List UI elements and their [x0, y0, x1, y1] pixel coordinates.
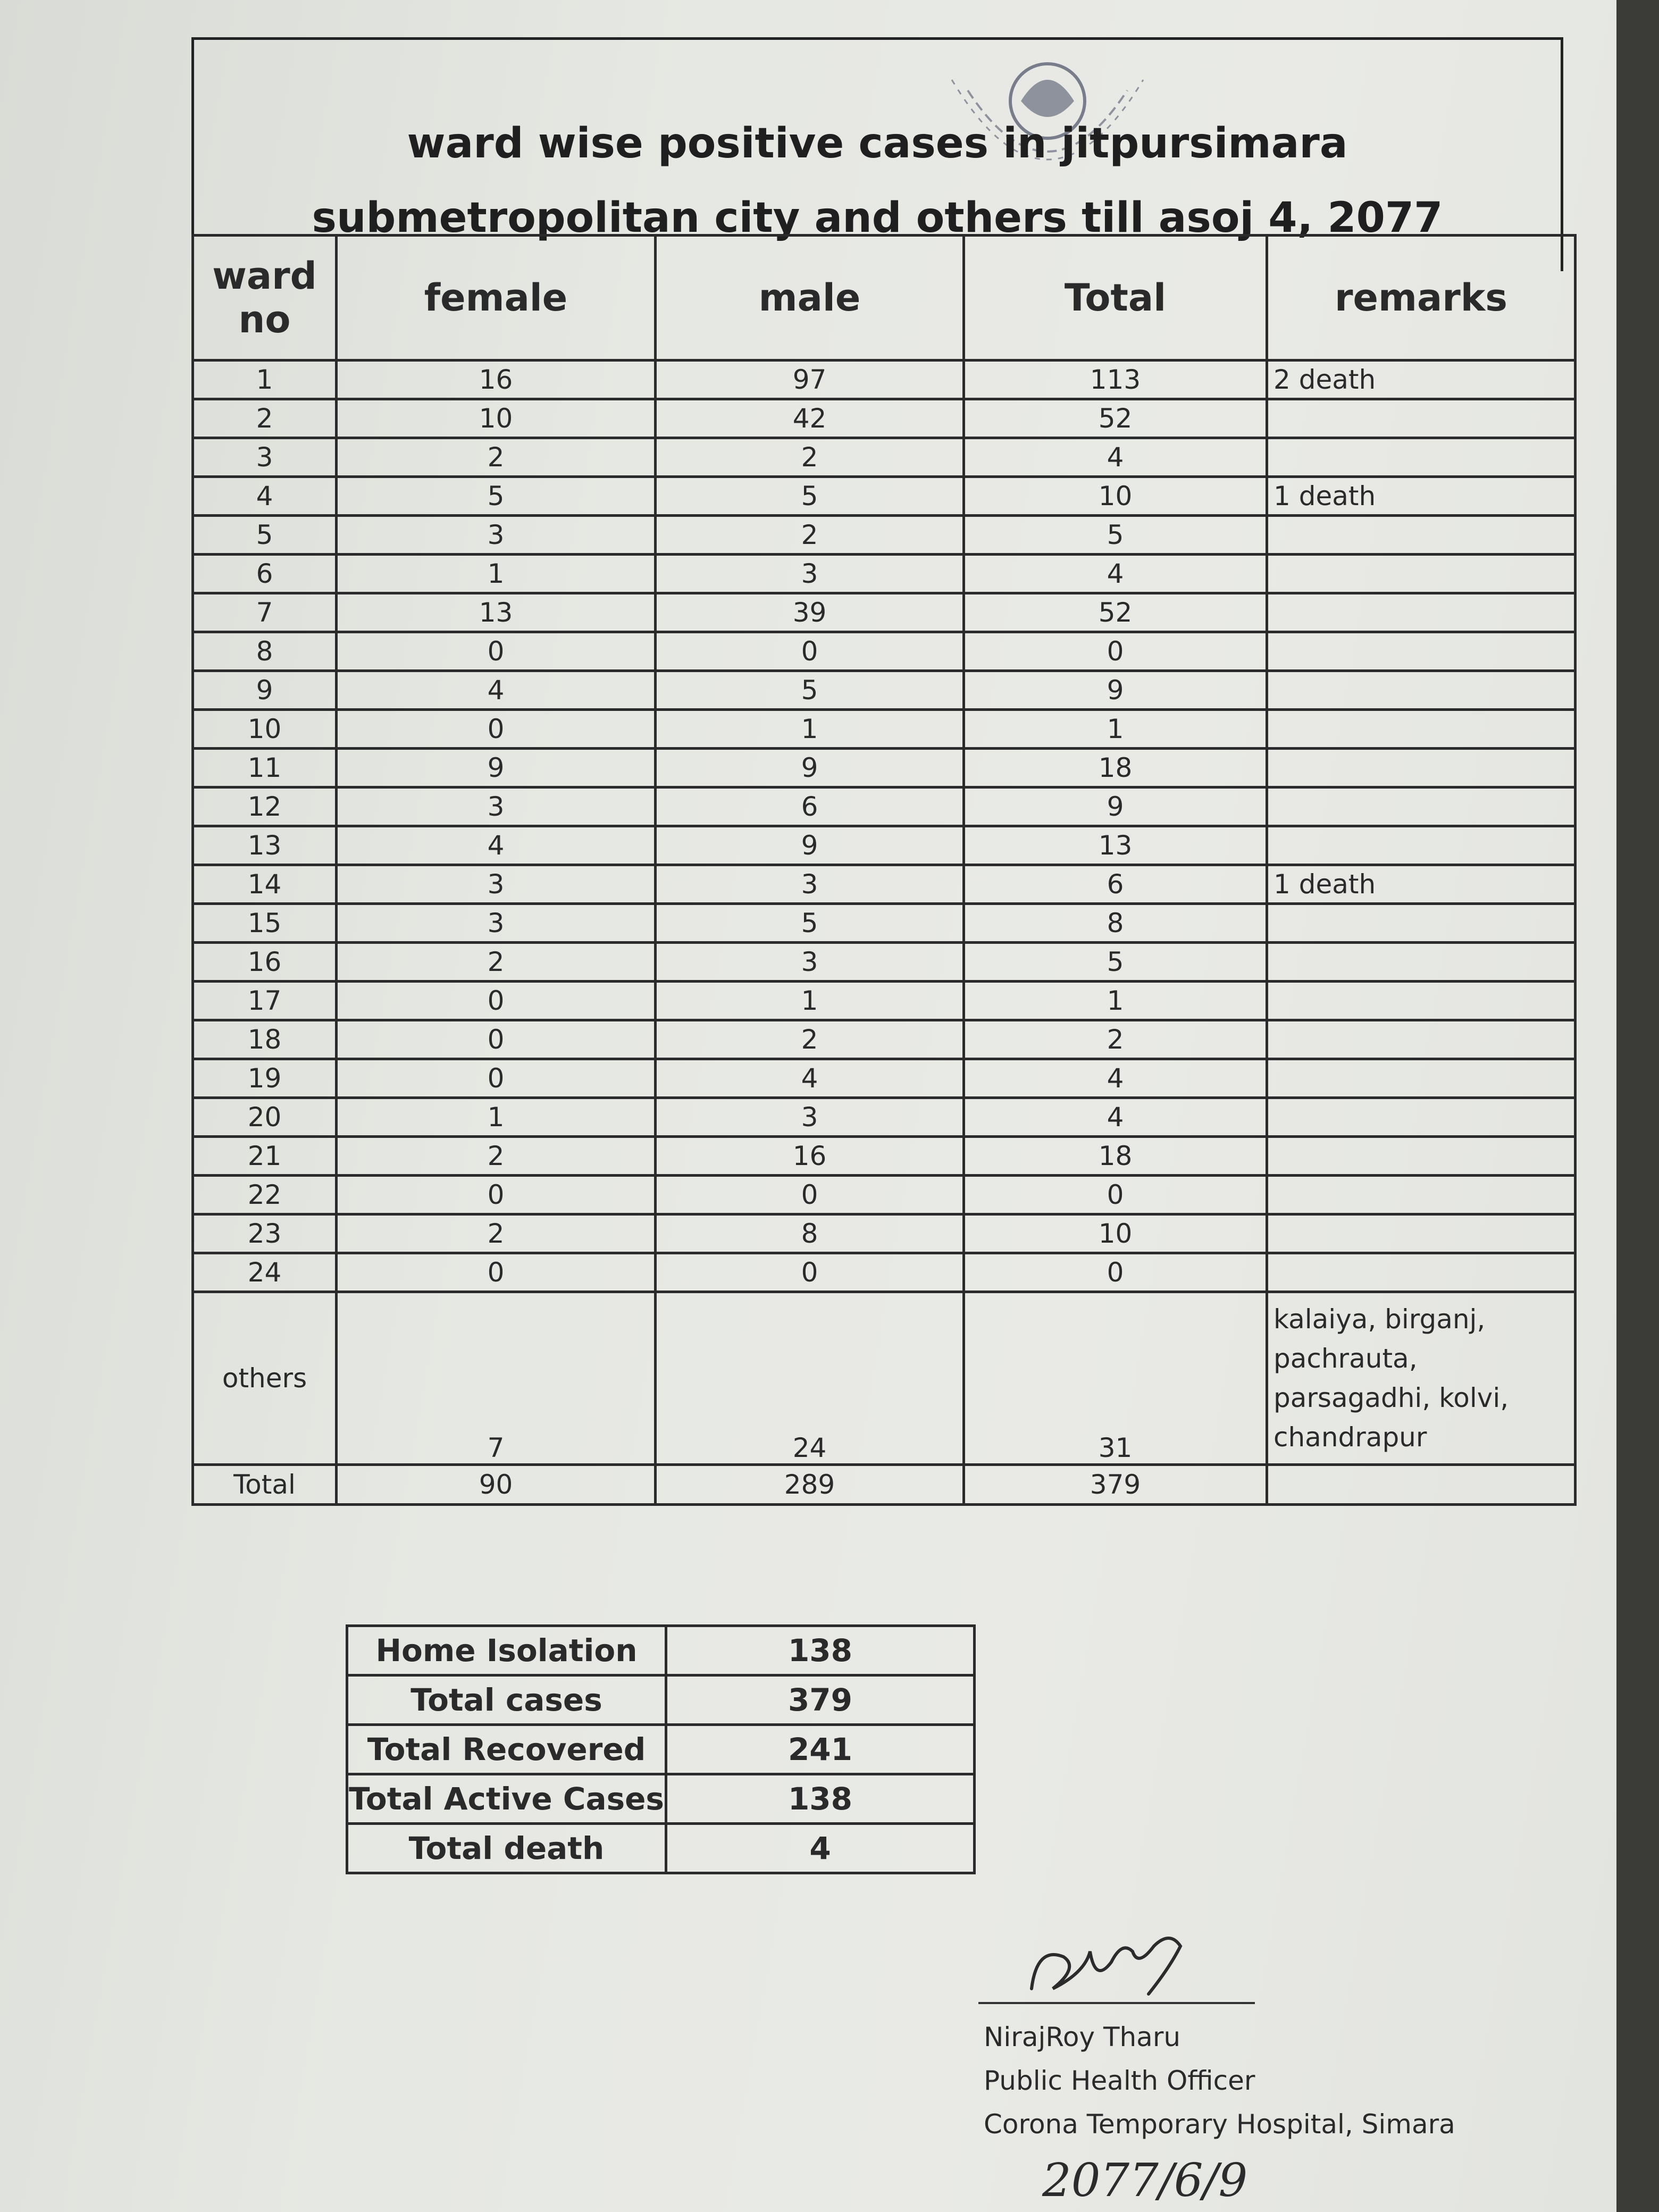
header-male: male [656, 236, 964, 361]
cell-remarks [1267, 710, 1576, 749]
cell-ward: 10 [193, 710, 337, 749]
cell-total: 10 [964, 477, 1267, 516]
signer-organization: Corona Temporary Hospital, Simara [984, 2109, 1455, 2140]
summary-value: 4 [666, 1824, 975, 1873]
cell-female: 4 [337, 826, 656, 865]
cell-total: 2 [964, 1020, 1267, 1059]
summary-row [347, 1774, 975, 1824]
cell-female: 4 [337, 671, 656, 710]
cell-male: 0 [656, 1253, 964, 1292]
cell-female: 1 [337, 1098, 656, 1137]
cell-female: 3 [337, 787, 656, 826]
cell-remarks [1267, 1059, 1576, 1098]
cell-remarks [1267, 1176, 1576, 1214]
cell-total: 4 [964, 438, 1267, 477]
header-total: Total [964, 236, 1267, 361]
cell-female: 3 [337, 865, 656, 904]
cell-total-label: Total [193, 1465, 337, 1505]
cell-male: 1 [656, 710, 964, 749]
cell-ward: 18 [193, 1020, 337, 1059]
cell-female: 5 [337, 477, 656, 516]
cell-total: 18 [964, 1137, 1267, 1176]
table-row [193, 361, 1576, 399]
cell-female: 0 [337, 982, 656, 1020]
cell-male: 5 [656, 671, 964, 710]
table-row [193, 943, 1576, 982]
signer-name: NirajRoy Tharu [984, 2022, 1181, 2052]
cell-ward: 9 [193, 671, 337, 710]
cell-ward: others [193, 1292, 337, 1465]
cell-remarks [1267, 671, 1576, 710]
cell-ward: 19 [193, 1059, 337, 1098]
cell-total: 9 [964, 671, 1267, 710]
cell-total: 5 [964, 516, 1267, 555]
cell-male: 4 [656, 1059, 964, 1098]
cell-female: 2 [337, 438, 656, 477]
table-row [193, 904, 1576, 943]
cell-remarks [1267, 1098, 1576, 1137]
cell-male: 3 [656, 1098, 964, 1137]
signer-block [984, 2015, 1455, 2146]
cell-female: 0 [337, 710, 656, 749]
signature-line [978, 2002, 1255, 2004]
table-row [193, 555, 1576, 593]
cell-male: 1 [656, 982, 964, 1020]
cell-female: 2 [337, 1214, 656, 1253]
cell-total: 1 [964, 982, 1267, 1020]
cell-male: 8 [656, 1214, 964, 1253]
cell-remarks [1267, 904, 1576, 943]
table-row [193, 787, 1576, 826]
cell-female: 3 [337, 904, 656, 943]
signer-position: Public Health Officer [984, 2065, 1255, 2096]
cell-male: 9 [656, 826, 964, 865]
cell-total: 0 [964, 1176, 1267, 1214]
cell-ward: 3 [193, 438, 337, 477]
cell-female: 0 [337, 1020, 656, 1059]
cell-total: 52 [964, 399, 1267, 438]
cell-female: 10 [337, 399, 656, 438]
cell-total: 10 [964, 1214, 1267, 1253]
cell-remarks: kalaiya, birganj, pachrauta, parsagadhi, kolvi, chandrapur [1267, 1292, 1576, 1465]
cell-remarks [1267, 1020, 1576, 1059]
cell-ward: 20 [193, 1098, 337, 1137]
summary-value: 241 [666, 1725, 975, 1774]
cell-grand-total: 379 [964, 1465, 1267, 1505]
table-row [193, 516, 1576, 555]
cell-ward: 4 [193, 477, 337, 516]
cell-ward: 1 [193, 361, 337, 399]
cell-ward: 15 [193, 904, 337, 943]
cell-total: 4 [964, 555, 1267, 593]
table-row [193, 1253, 1576, 1292]
cell-male-total: 289 [656, 1465, 964, 1505]
table-header-row [193, 236, 1576, 361]
summary-row [347, 1725, 975, 1774]
cell-total: 6 [964, 865, 1267, 904]
table-row [193, 710, 1576, 749]
header-ward-no: ward no [193, 236, 337, 361]
cell-remarks [1267, 632, 1576, 671]
cell-total: 1 [964, 710, 1267, 749]
cell-remarks [1267, 438, 1576, 477]
header-female: female [337, 236, 656, 361]
cell-female: 0 [337, 632, 656, 671]
cell-empty [1267, 1465, 1576, 1505]
table-row [193, 671, 1576, 710]
cell-male: 9 [656, 749, 964, 787]
cell-male: 0 [656, 1176, 964, 1214]
summary-body [347, 1626, 975, 1873]
cell-total: 13 [964, 826, 1267, 865]
cell-total: 0 [964, 1253, 1267, 1292]
cell-ward: 14 [193, 865, 337, 904]
table-body [193, 361, 1576, 1292]
cell-male: 0 [656, 632, 964, 671]
cell-remarks [1267, 1137, 1576, 1176]
cell-female: 0 [337, 1176, 656, 1214]
cell-ward: 17 [193, 982, 337, 1020]
cell-male: 5 [656, 477, 964, 516]
table-row [193, 982, 1576, 1020]
cell-remarks [1267, 1214, 1576, 1253]
cell-total: 113 [964, 361, 1267, 399]
cell-male: 16 [656, 1137, 964, 1176]
cell-total: 0 [964, 632, 1267, 671]
handwritten-date [1037, 2148, 1292, 2212]
cell-ward: 21 [193, 1137, 337, 1176]
cell-ward: 22 [193, 1176, 337, 1214]
cases-table [191, 234, 1577, 1506]
table-row [193, 593, 1576, 632]
summary-label: Total death [347, 1824, 666, 1873]
cell-remarks: 1 death [1267, 477, 1576, 516]
cell-remarks [1267, 516, 1576, 555]
table-row [193, 826, 1576, 865]
header-remarks: remarks [1267, 236, 1576, 361]
cell-female: 16 [337, 361, 656, 399]
cell-total: 18 [964, 749, 1267, 787]
table-row [193, 1137, 1576, 1176]
cell-male: 5 [656, 904, 964, 943]
cell-total: 52 [964, 593, 1267, 632]
table-row [193, 1020, 1576, 1059]
cell-female: 3 [337, 516, 656, 555]
cell-total: 31 [964, 1292, 1267, 1465]
summary-row [347, 1675, 975, 1725]
cell-remarks [1267, 593, 1576, 632]
cell-remarks [1267, 826, 1576, 865]
cell-ward: 13 [193, 826, 337, 865]
table-row [193, 865, 1576, 904]
cell-total: 5 [964, 943, 1267, 982]
cell-ward: 8 [193, 632, 337, 671]
cell-male: 24 [656, 1292, 964, 1465]
summary-value: 138 [666, 1626, 975, 1675]
summary-value: 138 [666, 1774, 975, 1824]
table-row [193, 1098, 1576, 1137]
cell-female: 13 [337, 593, 656, 632]
cell-total: 8 [964, 904, 1267, 943]
cell-ward: 2 [193, 399, 337, 438]
cell-ward: 7 [193, 593, 337, 632]
cell-ward: 16 [193, 943, 337, 982]
cell-male: 2 [656, 438, 964, 477]
summary-row [347, 1626, 975, 1675]
table-row [193, 399, 1576, 438]
cell-male: 2 [656, 1020, 964, 1059]
cell-male: 6 [656, 787, 964, 826]
cell-remarks: 1 death [1267, 865, 1576, 904]
cell-male: 3 [656, 865, 964, 904]
table-row [193, 477, 1576, 516]
cell-remarks [1267, 399, 1576, 438]
cell-remarks [1267, 982, 1576, 1020]
table-row-others [193, 1292, 1576, 1465]
table-row [193, 1176, 1576, 1214]
cell-male: 3 [656, 943, 964, 982]
table-row [193, 1059, 1576, 1098]
cell-male: 97 [656, 361, 964, 399]
summary-value: 379 [666, 1675, 975, 1725]
cell-ward: 6 [193, 555, 337, 593]
cell-female: 2 [337, 943, 656, 982]
summary-label: Total cases [347, 1675, 666, 1725]
summary-table [346, 1624, 976, 1874]
cell-remarks [1267, 787, 1576, 826]
cell-male: 39 [656, 593, 964, 632]
cell-male: 42 [656, 399, 964, 438]
summary-label: Home Isolation [347, 1626, 666, 1675]
cell-total: 4 [964, 1098, 1267, 1137]
svg-text:2077/6/9: 2077/6/9 [1042, 2154, 1248, 2207]
cell-ward: 5 [193, 516, 337, 555]
cell-male: 3 [656, 555, 964, 593]
cell-remarks [1267, 555, 1576, 593]
cell-total: 4 [964, 1059, 1267, 1098]
cell-female-total: 90 [337, 1465, 656, 1505]
cell-female: 0 [337, 1059, 656, 1098]
cell-male: 2 [656, 516, 964, 555]
cell-remarks [1267, 749, 1576, 787]
cell-total: 9 [964, 787, 1267, 826]
handwritten-signature [1010, 1925, 1287, 2010]
table-row [193, 1214, 1576, 1253]
cell-female: 0 [337, 1253, 656, 1292]
summary-label: Total Recovered [347, 1725, 666, 1774]
document-title: ward wise positive cases in jitpursimara submetropolitan city and others till asoj 4, 2077 [312, 120, 1443, 242]
summary-label: Total Active Cases [347, 1774, 666, 1824]
table-row [193, 438, 1576, 477]
table-row [193, 749, 1576, 787]
cell-ward: 12 [193, 787, 337, 826]
cell-female: 2 [337, 1137, 656, 1176]
cell-remarks [1267, 1253, 1576, 1292]
cell-ward: 23 [193, 1214, 337, 1253]
cell-remarks: 2 death [1267, 361, 1576, 399]
cell-ward: 11 [193, 749, 337, 787]
summary-row [347, 1824, 975, 1873]
cell-female: 9 [337, 749, 656, 787]
cell-female: 7 [337, 1292, 656, 1465]
table-row [193, 632, 1576, 671]
cell-ward: 24 [193, 1253, 337, 1292]
cell-remarks [1267, 943, 1576, 982]
table-row-total [193, 1465, 1576, 1505]
cell-female: 1 [337, 555, 656, 593]
